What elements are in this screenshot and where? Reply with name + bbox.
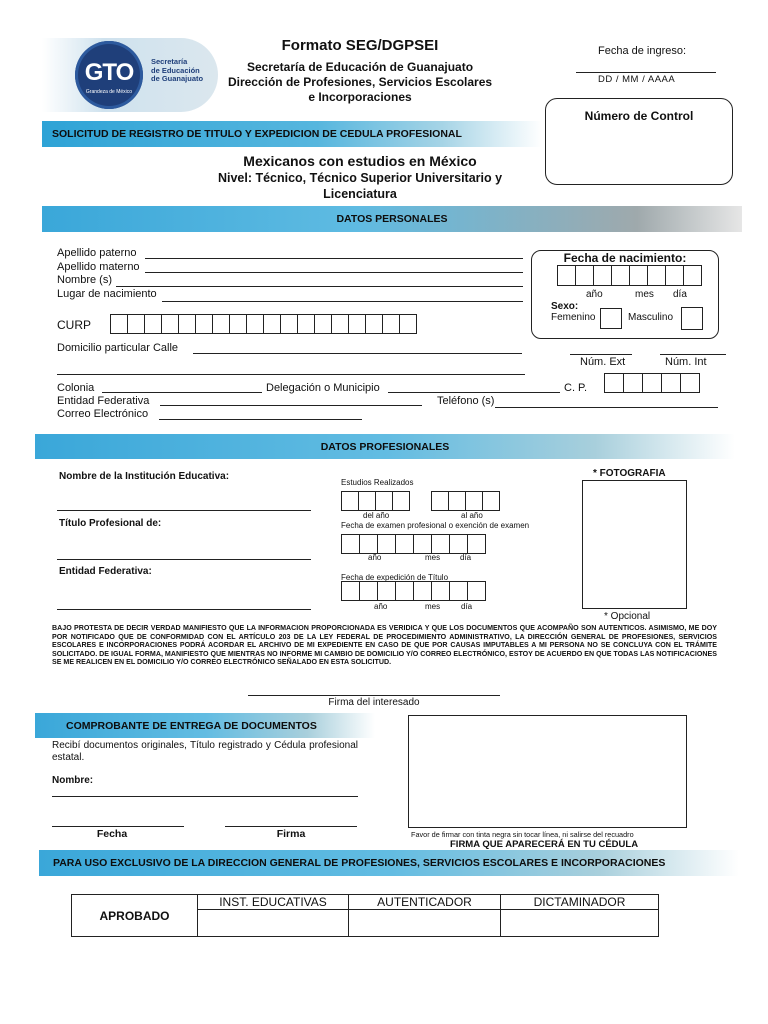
personal-band: DATOS PERSONALES <box>42 206 742 232</box>
entidad-profesional-field[interactable] <box>57 609 311 610</box>
col-dictaminador: DICTAMINADOR <box>501 895 659 910</box>
opcional-label: * Opcional <box>604 611 651 622</box>
titulo-label: Título Profesional de: <box>59 518 162 529</box>
cp-boxes[interactable] <box>604 373 700 393</box>
format-title: Formato SEG/DGPSEI <box>281 37 439 54</box>
comprobante-firma-field[interactable] <box>225 826 357 827</box>
institucion-label: Nombre de la Institución Educativa: <box>59 471 230 482</box>
delegacion-field[interactable] <box>388 392 560 393</box>
exclusive-band: PARA USO EXCLUSIVO DE LA DIRECCION GENERAL DE PROFESIONES, SERVICIOS ESCOLARES E INCORPORACIONES <box>39 850 739 876</box>
entidad-field[interactable] <box>160 405 422 406</box>
firma-cedula-label: FIRMA QUE APARECERÁ EN TU CÉDULA <box>450 839 639 850</box>
expedicion-boxes[interactable] <box>341 581 486 601</box>
correo-label: Correo Electrónico <box>57 408 149 420</box>
comprobante-nombre-field[interactable] <box>52 796 358 797</box>
estudios-al-boxes[interactable] <box>431 491 500 511</box>
firma-interesado-line[interactable] <box>248 695 500 696</box>
fecha-ingreso-line[interactable] <box>576 72 716 73</box>
professional-band: DATOS PROFESIONALES <box>35 434 735 459</box>
logo-tagline: Grandeza de México <box>85 89 133 95</box>
lugar-nacimiento-label: Lugar de nacimiento <box>57 288 157 300</box>
legal-declaration: BAJO PROTESTA DE DECIR VERDAD MANIFIESTO QUE LA INFORMACION PROPORCIONADA ES VERIDICA Y QUE LOS DOCUMENTOS QUE ACOMPAÑO SON AUTENTICOS. ASIMISMO, ME DOY POR NOTIFICADO QUE DE CONFORMIDAD CON EL ARTÍCULO 203 DE LA LEY FEDERAL DE PROCEDIMIENTO ADMINISTRATIVO, LA DIRECCIÓN GENERAL DE PROFESIONES, SERVICIOS ESCOLARES E INCORPORACIONES PODRÁ ACORDAR EL ARCHIVO DE MI EXPEDIENTE EN CASO DE QUE POR CAUSAS IMPUTABLES A MI PERSONA NO SE CONCLUYA CON EL TRÁMITE SOLICITADO. DE IGUAL FORMA, MANIFIESTO QUE MIENTRAS NO INFORME MI CAMBIO DE DOMICILIO Y/O CORREO ELECTRÓNICO, ESTOY DE ACUERDO EN QUE TODAS LAS NOTIFICACIONES SE ME REALICEN EN EL DOMICILIO Y/O CORREO ELECTRÓNICO SEÑALADO EN ESTA SOLICITUD. <box>52 624 717 667</box>
comprobante-nombre-label: Nombre: <box>52 775 94 786</box>
cp-label: C. P. <box>564 382 588 394</box>
sexo-label: Sexo: <box>551 301 579 312</box>
firma-cedula-box[interactable] <box>408 715 687 828</box>
examen-boxes[interactable] <box>341 534 486 554</box>
titulo-field[interactable] <box>57 559 311 560</box>
masculino-checkbox[interactable] <box>681 307 703 330</box>
num-ext-field[interactable] <box>570 354 632 355</box>
dictaminador-cell[interactable] <box>501 910 659 937</box>
examen-dia: día <box>460 553 472 562</box>
subtitle: Mexicanos con estudios en México Nivel: Técnico, Técnico Superior Universitario y Licenciatura <box>217 153 503 201</box>
al-anio-label: al año <box>461 511 483 520</box>
telefono-label: Teléfono (s) <box>437 395 495 407</box>
expedicion-mes: mes <box>425 602 441 611</box>
fecha-nacimiento-dia: día <box>673 289 687 300</box>
fotografia-label: * FOTOGRAFIA <box>593 468 666 479</box>
autenticador-cell[interactable] <box>349 910 501 937</box>
logo <box>42 38 218 112</box>
estudios-del-boxes[interactable] <box>341 491 410 511</box>
nombres-label: Nombre (s) <box>57 274 113 286</box>
femenino-checkbox[interactable] <box>600 308 622 329</box>
examen-label: Fecha de examen profesional o exención de examen <box>341 521 530 530</box>
num-ext-label: Núm. Ext <box>580 356 626 368</box>
entidad-profesional-label: Entidad Federativa: <box>59 566 152 577</box>
examen-mes: mes <box>425 553 441 562</box>
expedicion-dia: día <box>461 602 473 611</box>
comprobante-band: COMPROBANTE DE ENTREGA DE DOCUMENTOS <box>35 713 375 738</box>
apellido-paterno-field[interactable] <box>145 258 523 259</box>
curp-label: CURP <box>57 318 92 332</box>
logo-text: GTO <box>84 59 134 86</box>
logo-org-name: Secretaría de Educación de Guanajuato <box>151 57 204 83</box>
correo-field[interactable] <box>159 419 362 420</box>
firma-interesado-label: Firma del interesado <box>328 697 420 708</box>
org-title: Secretaría de Educación de Guanajuato Dirección de Profesiones, Servicios Escolares e Incorporaciones <box>227 60 493 104</box>
numero-control-label: Número de Control <box>584 109 694 123</box>
expedicion-label: Fecha de expedición de Título <box>341 573 449 582</box>
aprobado-label: APROBADO <box>72 895 198 937</box>
comprobante-text: Recibí documentos originales, Título registrado y Cédula profesional estatal. <box>52 740 358 763</box>
logo-emblem <box>75 41 143 109</box>
estudios-label: Estudios Realizados <box>341 478 414 487</box>
institucion-field[interactable] <box>57 510 311 511</box>
entidad-label: Entidad Federativa <box>57 395 150 407</box>
delegacion-label: Delegación o Municipio <box>266 382 380 394</box>
expedicion-anio: año <box>374 602 388 611</box>
fecha-ingreso-format: DD / MM / AAAA <box>598 74 676 85</box>
col-autenticador: AUTENTICADOR <box>349 895 501 910</box>
fecha-nacimiento-title: Fecha de nacimiento: <box>563 251 687 265</box>
comprobante-fecha-field[interactable] <box>52 826 184 827</box>
fotografia-box[interactable] <box>582 480 687 609</box>
num-int-label: Núm. Int <box>665 356 707 368</box>
numero-control-box[interactable] <box>545 98 733 185</box>
inst-educativas-cell[interactable] <box>198 910 349 937</box>
col-inst-educativas: INST. EDUCATIVAS <box>198 895 349 910</box>
comprobante-firma-label: Firma <box>276 828 306 840</box>
num-int-field[interactable] <box>660 354 726 355</box>
apellido-paterno-label: Apellido paterno <box>57 247 137 259</box>
colonia-field[interactable] <box>102 392 262 393</box>
telefono-field[interactable] <box>495 407 718 408</box>
approval-table <box>71 894 659 937</box>
femenino-label: Femenino <box>551 312 596 323</box>
curp-boxes[interactable] <box>110 314 417 334</box>
domicilio-label: Domicilio particular Calle <box>57 342 179 354</box>
del-anio-label: del año <box>363 511 390 520</box>
masculino-label: Masculino <box>628 312 674 323</box>
domicilio-extra-line[interactable] <box>57 374 525 375</box>
nombres-field[interactable] <box>116 286 523 287</box>
apellido-materno-label: Apellido materno <box>57 261 140 273</box>
examen-anio: año <box>368 553 382 562</box>
fecha-nacimiento-mes: mes <box>635 289 654 300</box>
colonia-label: Colonia <box>57 382 95 394</box>
lugar-nacimiento-field[interactable] <box>162 301 523 302</box>
apellido-materno-field[interactable] <box>145 272 523 273</box>
request-band: SOLICITUD DE REGISTRO DE TITULO Y EXPEDICION DE CEDULA PROFESIONAL <box>42 121 542 147</box>
comprobante-fecha-label: Fecha <box>96 828 128 840</box>
firma-note: Favor de firmar con tinta negra sin tocar línea, ni salirse del recuadro <box>411 830 634 839</box>
fecha-nacimiento-anio: año <box>586 289 603 300</box>
fecha-nacimiento-boxes[interactable] <box>557 265 702 286</box>
domicilio-field[interactable] <box>193 353 522 354</box>
fecha-ingreso-label: Fecha de ingreso: <box>598 45 687 57</box>
